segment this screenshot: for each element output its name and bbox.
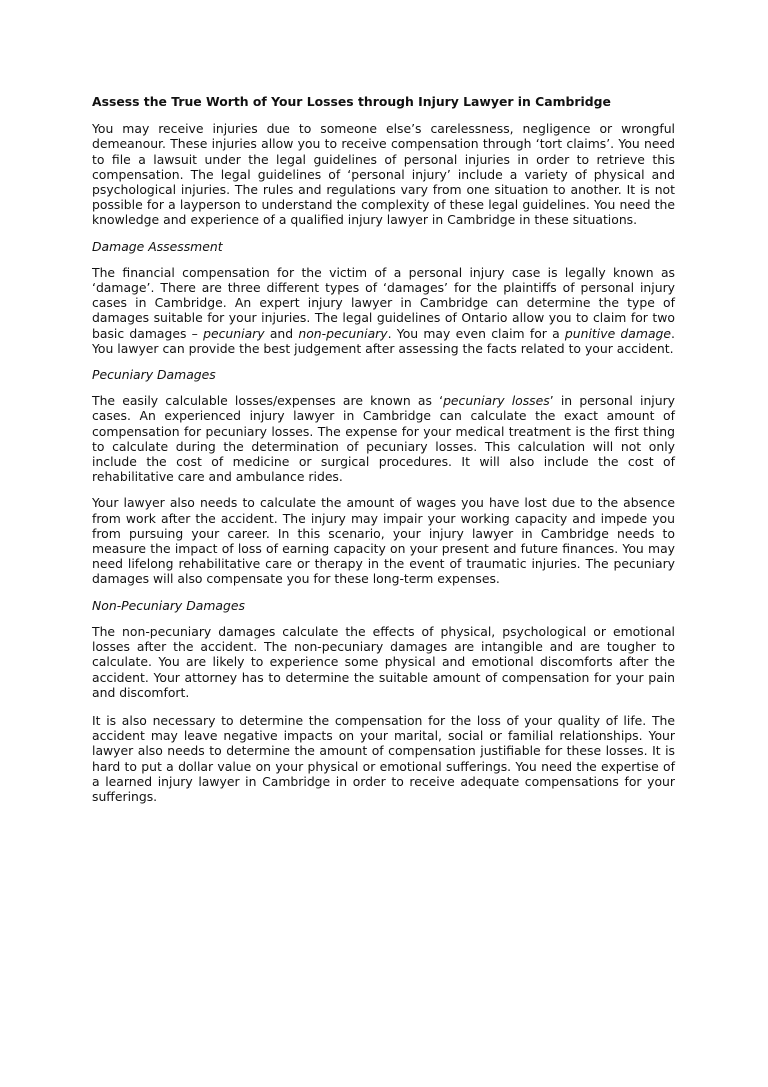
emphasis-non-pecuniary: non-pecuniary [298,325,388,341]
document-title: Assess the True Worth of Your Losses through Injury Lawyer in Cambridge [92,94,611,109]
text-run: The easily calculable losses/expenses are known as ‘ [92,393,444,409]
text-run: and [264,325,299,341]
text-run: The financial compensation for the victim of a personal injury case is legally known as ‘damage’. There are three different types of ‘damages’ for the plaintiffs of personal injury cases in Cambridge. An expert injury lawyer in Cambridge can determine the type of damages suitable for your injuries. The legal guidelines of Ontario allow you to claim for two basic damages – [92,264,675,341]
damage-assessment-paragraph [92,265,675,356]
document-page [92,94,675,815]
emphasis-punitive-damage: punitive damage [564,325,672,341]
damage-assessment-heading: Damage Assessment [92,238,223,254]
pecuniary-paragraph-2: Your lawyer also needs to calculate the amount of wages you have lost due to the absence from work after the accident. The injury may impair your working capacity and impede you from pursuing your career. In this scenario, your injury lawyer in Cambridge needs to measure the impact of loss of earning capacity on your present and future finances. You may need lifelong rehabilitative care or therapy in the event of traumatic injuries. The pecuniary damages will also compensate you for these long-term expenses. [92,495,675,587]
emphasis-pecuniary: pecuniary [203,325,265,341]
non-pecuniary-paragraph-2: It is also necessary to determine the compensation for the loss of your quality of life. The accident may leave negative impacts on your marital, social or familial relationships. Your lawyer also needs to determine the amount of compensation justifiable for these losses. It is hard to put a dollar value on your physical or emotional sufferings. You need the expertise of a learned injury lawyer in Cambridge in order to receive adequate compensations for your sufferings. [92,712,675,804]
text-run: . You may even claim for a [387,325,565,341]
intro-paragraph: You may receive injuries due to someone else’s carelessness, negligence or wrongful demeanour. These injuries allow you to receive compensation through ‘tort claims’. You need to file a lawsuit under the legal guidelines of personal injuries in order to retrieve this compensation. The legal guidelines of ‘personal injury’ include a variety of physical and psychological injuries. The rules and regulations vary from one situation to another. It is not possible for a layperson to understand the complexity of these legal guidelines. You need the knowledge and experience of a qualified injury lawyer in Cambridge in these situations. [92,121,675,228]
pecuniary-damages-heading: Pecuniary Damages [92,367,216,383]
non-pecuniary-paragraph-1: The non-pecuniary damages calculate the effects of physical, psychological or emotional losses after the accident. The non-pecuniary damages are intangible and are tougher to calculate. You are likely to experience some physical and emotional discomforts after the accident. Your attorney has to determine the suitable amount of compensation for your pain and discomfort. [92,623,675,700]
pecuniary-paragraph-1 [92,393,675,484]
non-pecuniary-damages-heading: Non-Pecuniary Damages [92,597,245,613]
emphasis-pecuniary-losses: pecuniary losses [443,393,550,409]
text-run: ’ in personal injury cases. An experienced injury lawyer in Cambridge can calculate the exact amount of compensation for pecuniary losses. The expense for your medical treatment is the first thing to calculate during the determination of pecuniary losses. This calculation will not only include the cost of medicine or surgical procedures. It will also include the cost of rehabilitative care and ambulance rides. [92,393,676,485]
text-run: . You lawyer can provide the best judgement after assessing the facts related to your accident. [92,325,675,356]
